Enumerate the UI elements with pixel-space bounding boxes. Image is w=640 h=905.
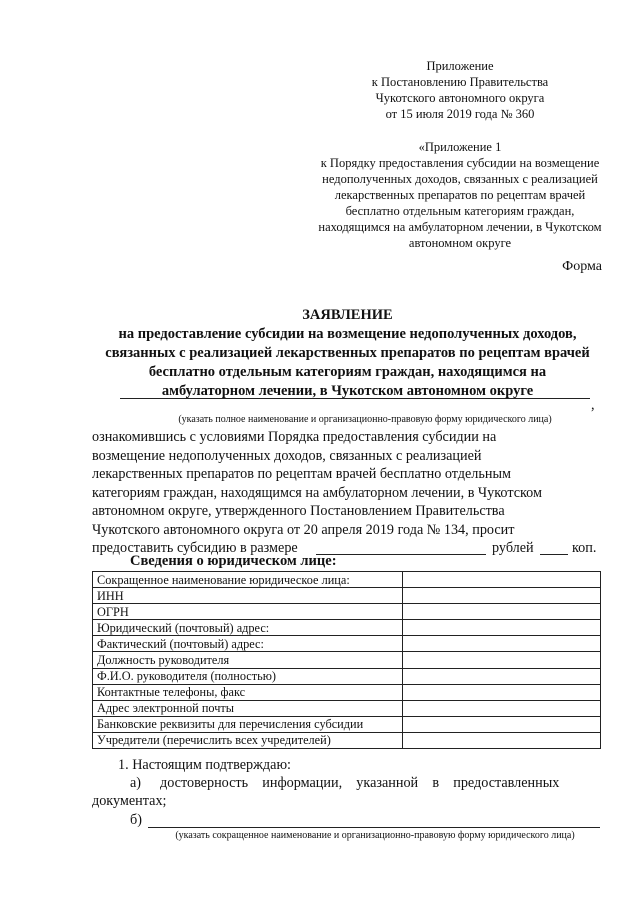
confirm-a-label: а) — [130, 775, 142, 791]
appendix-line: автономном округе — [408, 236, 512, 250]
attachment-line: Чукотского автономного округа — [375, 91, 545, 105]
table-row-label: Фактический (почтовый) адрес: — [93, 636, 403, 652]
attachment-line: к Постановлению Правительства — [371, 75, 549, 89]
confirm-intro: 1. Настоящим подтверждаю: — [118, 757, 291, 773]
appendix-line: недополученных доходов, связанных с реализацией — [322, 172, 598, 186]
table-row-label: Юридический (почтовый) адрес: — [93, 620, 403, 636]
confirm-b-label: б) — [130, 812, 142, 828]
confirm-b-hint: (указать сокращенное наименование и организационно-правовую форму юридического лица) — [175, 830, 575, 841]
table-row-value[interactable] — [403, 684, 601, 700]
table-row-value[interactable] — [403, 652, 601, 668]
amount-label: предоставить субсидию в размере — [92, 540, 298, 556]
legal-entity-table — [92, 571, 601, 749]
confirm-a-text-cont: документах; — [92, 793, 167, 809]
table-row — [93, 620, 601, 636]
attachment-header — [300, 58, 620, 122]
body-line: ознакомившись с условиями Порядка предоставления субсидии на — [92, 429, 497, 445]
table-row — [93, 700, 601, 716]
appendix-line: лекарственных препаратов по рецептам врачей — [334, 188, 586, 202]
table-row-label: ИНН — [93, 588, 403, 604]
kopecks-label: коп. — [572, 540, 597, 556]
table-row-label: Адрес электронной почты — [93, 700, 403, 716]
table-row-value[interactable] — [403, 572, 601, 588]
table-row — [93, 716, 601, 732]
table-row-label: Должность руководителя — [93, 652, 403, 668]
document-heading — [95, 306, 600, 401]
table-row-value[interactable] — [403, 620, 601, 636]
heading-line: на предоставление субсидии на возмещение недополученных доходов, — [118, 326, 577, 342]
table-row-label: Контактные телефоны, факс — [93, 684, 403, 700]
heading-line: связанных с реализацией лекарственных препаратов по рецептам врачей — [105, 345, 590, 361]
form-label: Форма — [562, 259, 602, 274]
table-row-value[interactable] — [403, 700, 601, 716]
confirm-b-field[interactable] — [148, 827, 600, 828]
appendix-header — [300, 139, 620, 251]
amount-rubles-field[interactable] — [316, 554, 486, 555]
table-row-value[interactable] — [403, 588, 601, 604]
table-row-value[interactable] — [403, 732, 601, 748]
table-row — [93, 604, 601, 620]
table-row-label: ОГРН — [93, 604, 403, 620]
table-row-value[interactable] — [403, 604, 601, 620]
body-line: лекарственных препаратов по рецептам врачей бесплатно отдельным — [92, 466, 511, 482]
appendix-line: бесплатно отдельным категориям граждан, — [345, 204, 575, 218]
table-row-label: Сокращенное наименование юридическое лица: — [93, 572, 403, 588]
applicant-name-line[interactable] — [120, 398, 590, 399]
appendix-line: к Порядку предоставления субсидии на возмещение — [320, 156, 600, 170]
table-row-label: Ф.И.О. руководителя (полностью) — [93, 668, 403, 684]
body-line: Чукотского автономного округа от 20 апреля 2019 года № 134, просит — [92, 521, 515, 538]
table-row — [93, 732, 601, 748]
table-row — [93, 636, 601, 652]
section-title: Сведения о юридическом лице: — [130, 553, 337, 569]
applicant-comma: , — [591, 397, 595, 413]
body-line: возмещение недополученных доходов, связанных с реализацией — [92, 447, 482, 464]
appendix-line: находящимся на амбулаторном лечении, в Чукотском — [318, 220, 602, 234]
confirm-a-text: достоверность информации, указанной в предоставленных — [160, 775, 560, 791]
table-row — [93, 652, 601, 668]
amount-kopecks-field[interactable] — [540, 554, 568, 555]
table-row — [93, 572, 601, 588]
attachment-line: от 15 июля 2019 года № 360 — [385, 107, 535, 121]
table-row-label: Банковские реквизиты для перечисления субсидии — [93, 716, 403, 732]
heading-line: амбулаторном лечении, в Чукотском автономном округе — [161, 383, 534, 399]
rubles-label: рублей — [492, 540, 534, 556]
body-paragraph — [92, 428, 600, 558]
table-row — [93, 668, 601, 684]
body-line: категориям граждан, находящимся на амбулаторном лечении, в Чукотском — [92, 484, 542, 501]
table-row-label: Учредители (перечислить всех учредителей) — [93, 732, 403, 748]
table-row — [93, 588, 601, 604]
heading-line: бесплатно отдельным категориям граждан, находящимся на — [148, 364, 547, 380]
table-row-value[interactable] — [403, 716, 601, 732]
table-row — [93, 684, 601, 700]
table-row-value[interactable] — [403, 668, 601, 684]
document-title: ЗАЯВЛЕНИЕ — [302, 307, 393, 323]
appendix-line: «Приложение 1 — [418, 140, 502, 154]
body-line: автономном округе, утвержденного Постановлением Правительства — [92, 503, 505, 519]
table-row-value[interactable] — [403, 636, 601, 652]
attachment-line: Приложение — [426, 59, 494, 73]
applicant-hint: (указать полное наименование и организационно-правовую форму юридического лица) — [178, 414, 552, 425]
